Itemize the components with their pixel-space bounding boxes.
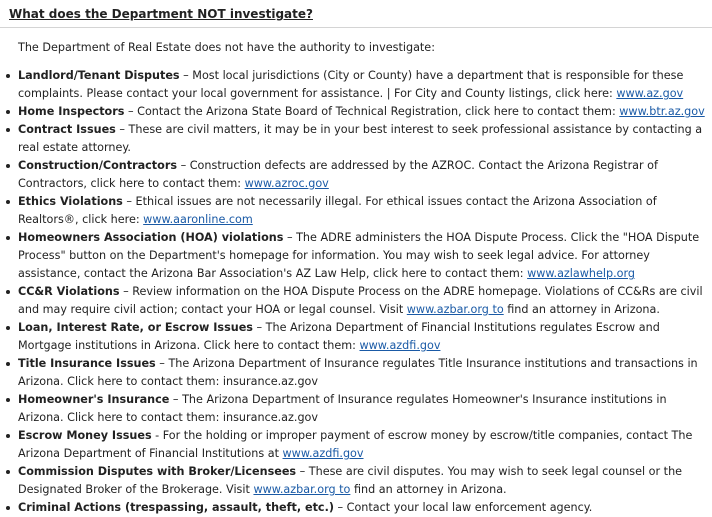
list-item bbox=[0, 499, 706, 517]
list-item bbox=[0, 319, 706, 355]
item-text: – The Arizona Department of Insurance regulates Title Insurance institutions and transactions in Arizona. Click here to contact them: insurance.az.gov bbox=[18, 357, 698, 388]
item-text: – These are civil matters, it may be in your best interest to seek professional assistance by contacting a real estate attorney. bbox=[18, 123, 703, 154]
item-text: – The ADRE administers the HOA Dispute Process. Click the "HOA Dispute Process" button on the Department's homepage for information. You may wish to seek legal advice. For attorney assistance, contact the Arizona Bar Association's AZ Law Help, click here to contact them: bbox=[18, 231, 700, 280]
item-term: Contract Issues bbox=[18, 123, 116, 136]
item-text-after: find an attorney in Arizona. bbox=[503, 303, 660, 316]
item-text: – Most local jurisdictions (City or County) have a department that is responsible for these complaints. Please contact your local government for assistance. | For City and County listings, click here: bbox=[18, 69, 684, 100]
item-text: – Ethical issues are not necessarily illegal. For ethical issues contact the Arizona Association of Realtors®, click here: bbox=[18, 195, 657, 226]
item-term: Criminal Actions (trespassing, assault, theft, etc.) bbox=[18, 501, 334, 514]
item-term: Home Inspectors bbox=[18, 105, 125, 118]
item-term: Ethics Violations bbox=[18, 195, 123, 208]
item-text-after: find an attorney in Arizona. bbox=[350, 483, 507, 496]
intro-text: The Department of Real Estate does not have the authority to investigate: bbox=[18, 41, 435, 54]
not-investigated-list bbox=[0, 67, 706, 517]
item-text: - For the holding or improper payment of escrow money by escrow/title companies, contact The Arizona Department of Financial Institutions at bbox=[18, 429, 693, 460]
item-link[interactable]: www.azbar.org to bbox=[253, 483, 351, 496]
list-item bbox=[0, 157, 706, 193]
item-link[interactable]: www.azdfi.gov bbox=[282, 447, 364, 460]
item-term: Commission Disputes with Broker/Licensees bbox=[18, 465, 297, 478]
item-link[interactable]: www.btr.az.gov bbox=[619, 105, 705, 118]
item-link[interactable]: www.azlawhelp.org bbox=[527, 267, 636, 280]
list-item bbox=[0, 121, 706, 157]
item-text: – The Arizona Department of Insurance regulates Homeowner's Insurance institutions in Arizona. Click here to contact them: insurance.az.gov bbox=[18, 393, 667, 424]
list-item bbox=[0, 67, 706, 103]
list-item bbox=[0, 427, 706, 463]
item-term: Landlord/Tenant Disputes bbox=[18, 69, 180, 82]
list-item bbox=[0, 193, 706, 229]
page-title: What does the Department NOT investigate? bbox=[9, 7, 313, 21]
item-term: Title Insurance Issues bbox=[18, 357, 156, 370]
item-link[interactable]: www.az.gov bbox=[616, 87, 684, 100]
item-term: Homeowners Association (HOA) violations bbox=[18, 231, 284, 244]
item-text: – Contact the Arizona State Board of Technical Registration, click here to contact them: bbox=[124, 105, 620, 118]
item-text: – The Arizona Department of Financial Institutions regulates Escrow and Mortgage institutions in Arizona. Click here to contact them: bbox=[18, 321, 660, 352]
list-item bbox=[0, 463, 706, 499]
list-item bbox=[0, 391, 706, 427]
item-term: Homeowner's Insurance bbox=[18, 393, 170, 406]
item-term: Loan, Interest Rate, or Escrow Issues bbox=[18, 321, 253, 334]
item-link[interactable]: www.aaronline.com bbox=[143, 213, 253, 226]
list-item bbox=[0, 355, 706, 391]
item-term: Construction/Contractors bbox=[18, 159, 178, 172]
list-item bbox=[0, 229, 706, 283]
item-text: – Construction defects are addressed by the AZROC. Contact the Arizona Registrar of Contractors, click here to contact them: bbox=[18, 159, 658, 190]
list-item bbox=[0, 283, 706, 319]
item-text: – Review information on the HOA Dispute Process on the ADRE homepage. Violations of CC&Rs are civil and may require civil action; contact your HOA or legal counsel. Visit bbox=[18, 285, 703, 316]
item-text: – These are civil disputes. You may wish to seek legal counsel or the Designated Broker of the Brokerage. Visit bbox=[18, 465, 683, 496]
item-link[interactable]: www.azbar.org to bbox=[406, 303, 504, 316]
header-bar bbox=[0, 0, 712, 28]
item-link[interactable]: www.azdfi.gov bbox=[359, 339, 441, 352]
item-term: Escrow Money Issues bbox=[18, 429, 152, 442]
item-text: – Contact your local law enforcement agency. bbox=[333, 501, 593, 514]
item-link[interactable]: www.azroc.gov bbox=[244, 177, 329, 190]
list-item bbox=[0, 103, 706, 121]
item-term: CC&R Violations bbox=[18, 285, 120, 298]
